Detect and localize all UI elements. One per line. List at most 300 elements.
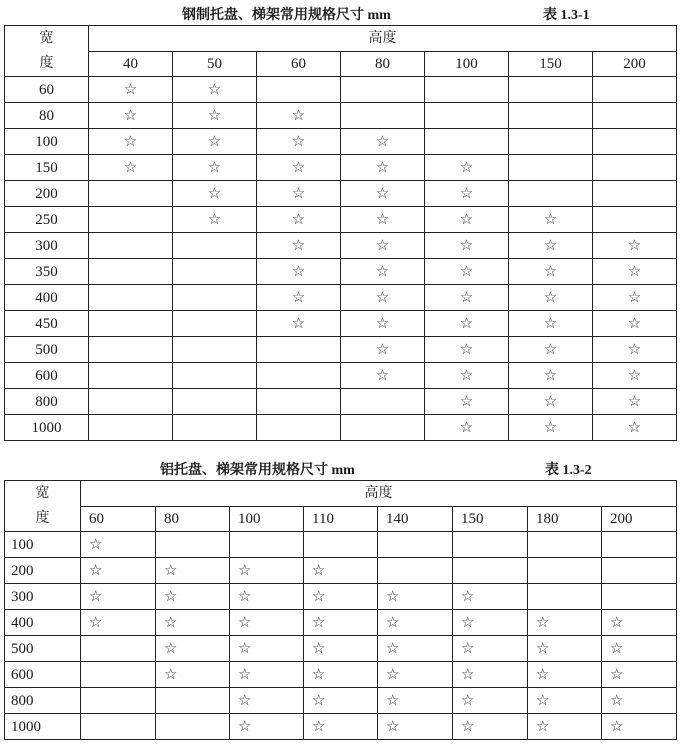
star-icon: ☆ xyxy=(536,717,550,735)
spec-cell xyxy=(453,532,528,558)
width-row-label: 600 xyxy=(5,662,81,688)
spec-cell xyxy=(425,285,509,311)
width-row-label: 80 xyxy=(5,103,89,129)
height-column-header: 60 xyxy=(81,506,156,532)
height-column-header: 150 xyxy=(509,51,593,77)
spec-cell xyxy=(257,181,341,207)
spec-cell xyxy=(453,558,528,584)
table-row xyxy=(5,337,677,363)
spec-cell xyxy=(509,103,593,129)
spec-cell xyxy=(89,337,173,363)
corner-bottom-text: 度 xyxy=(39,55,54,71)
table1-caption xyxy=(0,4,680,24)
star-icon: ☆ xyxy=(164,587,178,605)
spec-cell xyxy=(509,181,593,207)
spec-cell xyxy=(593,181,677,207)
star-icon: ☆ xyxy=(386,639,400,657)
spec-cell xyxy=(89,259,173,285)
star-icon: ☆ xyxy=(543,210,558,228)
star-icon: ☆ xyxy=(375,366,390,384)
spec-cell xyxy=(230,714,304,740)
spec-cell xyxy=(602,558,677,584)
star-icon: ☆ xyxy=(375,236,390,254)
spec-cell xyxy=(173,285,257,311)
spec-cell xyxy=(602,662,677,688)
spec-cell xyxy=(425,233,509,259)
spec-cell xyxy=(81,714,156,740)
star-icon: ☆ xyxy=(627,314,642,332)
spec-cell xyxy=(173,77,257,103)
star-icon: ☆ xyxy=(627,392,642,410)
star-icon: ☆ xyxy=(312,665,326,683)
spec-cell xyxy=(593,129,677,155)
width-row-label: 1000 xyxy=(5,415,89,441)
spec-cell xyxy=(425,103,509,129)
height-column-header: 80 xyxy=(156,506,230,532)
spec-cell xyxy=(602,584,677,610)
spec-cell xyxy=(602,610,677,636)
star-icon: ☆ xyxy=(291,314,306,332)
spec-cell xyxy=(81,662,156,688)
table-row xyxy=(5,662,677,688)
star-icon: ☆ xyxy=(375,340,390,358)
star-icon: ☆ xyxy=(312,717,326,735)
spec-cell xyxy=(425,77,509,103)
star-icon: ☆ xyxy=(291,158,306,176)
spec-cell xyxy=(528,584,602,610)
star-icon: ☆ xyxy=(459,340,474,358)
height-column-header: 110 xyxy=(304,506,378,532)
table-row xyxy=(5,233,677,259)
spec-cell xyxy=(602,636,677,662)
spec-cell xyxy=(425,181,509,207)
spec-cell xyxy=(89,233,173,259)
spec-cell xyxy=(341,77,425,103)
spec-cell xyxy=(425,155,509,181)
aluminum-tray-spec-table xyxy=(4,480,677,740)
width-row-label: 350 xyxy=(5,259,89,285)
star-icon: ☆ xyxy=(207,158,222,176)
star-icon: ☆ xyxy=(386,587,400,605)
spec-cell xyxy=(453,636,528,662)
table-row xyxy=(5,363,677,389)
star-icon: ☆ xyxy=(461,587,475,605)
height-column-header: 150 xyxy=(453,506,528,532)
star-icon: ☆ xyxy=(123,132,138,150)
height-column-header: 200 xyxy=(602,506,677,532)
spec-cell xyxy=(173,129,257,155)
star-icon: ☆ xyxy=(461,613,475,631)
spec-cell xyxy=(425,363,509,389)
star-icon: ☆ xyxy=(543,340,558,358)
spec-cell xyxy=(304,558,378,584)
spec-cell xyxy=(425,389,509,415)
table-row xyxy=(5,714,677,740)
star-icon: ☆ xyxy=(164,613,178,631)
star-icon: ☆ xyxy=(459,418,474,436)
spec-cell xyxy=(509,155,593,181)
spec-cell xyxy=(89,103,173,129)
star-icon: ☆ xyxy=(459,184,474,202)
spec-cell xyxy=(341,233,425,259)
star-icon: ☆ xyxy=(459,236,474,254)
spec-cell xyxy=(593,337,677,363)
spec-cell xyxy=(81,688,156,714)
spec-cell xyxy=(593,103,677,129)
height-column-header: 100 xyxy=(230,506,304,532)
spec-cell xyxy=(593,233,677,259)
width-row-label: 800 xyxy=(5,688,81,714)
star-icon: ☆ xyxy=(610,717,624,735)
table-row xyxy=(5,77,677,103)
spec-cell xyxy=(173,103,257,129)
spec-cell xyxy=(156,662,230,688)
star-icon: ☆ xyxy=(536,639,550,657)
spec-cell xyxy=(89,389,173,415)
spec-cell xyxy=(304,662,378,688)
spec-cell xyxy=(89,415,173,441)
star-icon: ☆ xyxy=(89,535,103,553)
spec-cell xyxy=(509,363,593,389)
star-icon: ☆ xyxy=(386,691,400,709)
width-row-label: 400 xyxy=(5,285,89,311)
spec-cell xyxy=(89,77,173,103)
spec-cell xyxy=(173,415,257,441)
spec-cell xyxy=(257,389,341,415)
spec-cell xyxy=(257,103,341,129)
spec-cell xyxy=(230,610,304,636)
width-header xyxy=(5,26,89,77)
star-icon: ☆ xyxy=(207,184,222,202)
spec-cell xyxy=(528,636,602,662)
spec-cell xyxy=(89,129,173,155)
width-row-label: 100 xyxy=(5,532,81,558)
table-row xyxy=(5,129,677,155)
star-icon: ☆ xyxy=(543,314,558,332)
star-icon: ☆ xyxy=(291,210,306,228)
star-icon: ☆ xyxy=(207,132,222,150)
spec-cell xyxy=(593,155,677,181)
star-icon: ☆ xyxy=(123,106,138,124)
spec-cell xyxy=(156,584,230,610)
star-icon: ☆ xyxy=(291,132,306,150)
spec-cell xyxy=(509,311,593,337)
spec-cell xyxy=(341,207,425,233)
width-row-label: 60 xyxy=(5,77,89,103)
spec-cell xyxy=(341,129,425,155)
star-icon: ☆ xyxy=(543,262,558,280)
spec-cell xyxy=(341,181,425,207)
width-header xyxy=(5,481,81,532)
spec-cell xyxy=(528,558,602,584)
star-icon: ☆ xyxy=(123,158,138,176)
star-icon: ☆ xyxy=(459,366,474,384)
height-column-header: 60 xyxy=(257,51,341,77)
star-icon: ☆ xyxy=(543,392,558,410)
spec-cell xyxy=(593,77,677,103)
star-icon: ☆ xyxy=(312,691,326,709)
star-icon: ☆ xyxy=(627,418,642,436)
spec-cell xyxy=(304,688,378,714)
width-row-label: 800 xyxy=(5,389,89,415)
star-icon: ☆ xyxy=(375,158,390,176)
spec-cell xyxy=(89,181,173,207)
star-icon: ☆ xyxy=(543,236,558,254)
star-icon: ☆ xyxy=(375,132,390,150)
corner-top-text: 宽 xyxy=(35,485,50,501)
spec-cell xyxy=(378,662,453,688)
spec-cell xyxy=(230,636,304,662)
spec-cell xyxy=(156,532,230,558)
spec-cell xyxy=(453,688,528,714)
spec-cell xyxy=(156,558,230,584)
table-row xyxy=(5,181,677,207)
table2-title: 铝托盘、梯架常用规格尺寸 mm xyxy=(160,463,355,478)
spec-cell xyxy=(378,714,453,740)
star-icon: ☆ xyxy=(543,366,558,384)
star-icon: ☆ xyxy=(627,236,642,254)
star-icon: ☆ xyxy=(291,236,306,254)
spec-cell xyxy=(509,389,593,415)
spec-cell xyxy=(341,337,425,363)
table-row xyxy=(5,610,677,636)
spec-cell xyxy=(593,363,677,389)
spec-cell xyxy=(173,363,257,389)
table-row xyxy=(5,311,677,337)
star-icon: ☆ xyxy=(123,80,138,98)
table2-number: 表 1.3-2 xyxy=(545,463,592,478)
spec-cell xyxy=(509,259,593,285)
spec-cell xyxy=(81,610,156,636)
spec-cell xyxy=(425,129,509,155)
corner-top-text: 宽 xyxy=(39,30,54,46)
spec-cell xyxy=(378,558,453,584)
spec-cell xyxy=(156,636,230,662)
spec-cell xyxy=(257,311,341,337)
spec-cell xyxy=(341,103,425,129)
spec-cell xyxy=(602,532,677,558)
table1-number: 表 1.3-1 xyxy=(543,8,590,23)
width-row-label: 200 xyxy=(5,558,81,584)
height-column-header: 40 xyxy=(89,51,173,77)
star-icon: ☆ xyxy=(610,691,624,709)
star-icon: ☆ xyxy=(459,314,474,332)
star-icon: ☆ xyxy=(543,288,558,306)
spec-cell xyxy=(528,610,602,636)
spec-cell xyxy=(257,337,341,363)
spec-cell xyxy=(156,688,230,714)
star-icon: ☆ xyxy=(536,665,550,683)
star-icon: ☆ xyxy=(375,288,390,306)
height-column-header: 200 xyxy=(593,51,677,77)
spec-cell xyxy=(509,415,593,441)
spec-cell xyxy=(593,259,677,285)
spec-cell xyxy=(453,610,528,636)
star-icon: ☆ xyxy=(375,262,390,280)
spec-cell xyxy=(89,155,173,181)
spec-cell xyxy=(593,415,677,441)
star-icon: ☆ xyxy=(461,691,475,709)
star-icon: ☆ xyxy=(238,587,252,605)
spec-cell xyxy=(509,337,593,363)
star-icon: ☆ xyxy=(312,613,326,631)
spec-cell xyxy=(509,129,593,155)
star-icon: ☆ xyxy=(207,80,222,98)
width-row-label: 500 xyxy=(5,636,81,662)
width-row-label: 150 xyxy=(5,155,89,181)
star-icon: ☆ xyxy=(164,561,178,579)
star-icon: ☆ xyxy=(610,639,624,657)
height-column-header: 80 xyxy=(341,51,425,77)
spec-cell xyxy=(528,532,602,558)
spec-cell xyxy=(509,285,593,311)
spec-cell xyxy=(593,389,677,415)
star-icon: ☆ xyxy=(291,262,306,280)
star-icon: ☆ xyxy=(459,262,474,280)
star-icon: ☆ xyxy=(627,366,642,384)
star-icon: ☆ xyxy=(375,210,390,228)
width-row-label: 500 xyxy=(5,337,89,363)
star-icon: ☆ xyxy=(375,184,390,202)
star-icon: ☆ xyxy=(238,561,252,579)
spec-cell xyxy=(304,610,378,636)
spec-cell xyxy=(378,610,453,636)
spec-cell xyxy=(528,714,602,740)
spec-cell xyxy=(173,181,257,207)
spec-cell xyxy=(453,584,528,610)
star-icon: ☆ xyxy=(238,665,252,683)
star-icon: ☆ xyxy=(312,639,326,657)
spec-cell xyxy=(528,688,602,714)
spec-cell xyxy=(173,389,257,415)
spec-cell xyxy=(425,311,509,337)
spec-cell xyxy=(304,714,378,740)
spec-cell xyxy=(593,311,677,337)
spec-cell xyxy=(257,415,341,441)
star-icon: ☆ xyxy=(164,665,178,683)
height-column-header: 100 xyxy=(425,51,509,77)
table-row xyxy=(5,103,677,129)
spec-cell xyxy=(378,584,453,610)
spec-cell xyxy=(341,389,425,415)
spec-cell xyxy=(173,233,257,259)
star-icon: ☆ xyxy=(238,717,252,735)
spec-cell xyxy=(257,155,341,181)
spec-cell xyxy=(257,77,341,103)
table-row xyxy=(5,532,677,558)
star-icon: ☆ xyxy=(238,691,252,709)
star-icon: ☆ xyxy=(375,314,390,332)
spec-cell xyxy=(257,259,341,285)
spec-cell xyxy=(341,363,425,389)
spec-cell xyxy=(257,207,341,233)
spec-cell xyxy=(89,363,173,389)
width-row-label: 600 xyxy=(5,363,89,389)
star-icon: ☆ xyxy=(89,561,103,579)
star-icon: ☆ xyxy=(461,665,475,683)
spec-cell xyxy=(230,532,304,558)
star-icon: ☆ xyxy=(291,184,306,202)
star-icon: ☆ xyxy=(610,613,624,631)
star-icon: ☆ xyxy=(459,210,474,228)
star-icon: ☆ xyxy=(543,418,558,436)
spec-cell xyxy=(173,259,257,285)
spec-cell xyxy=(425,207,509,233)
star-icon: ☆ xyxy=(312,561,326,579)
star-icon: ☆ xyxy=(461,639,475,657)
table-row xyxy=(5,389,677,415)
spec-cell xyxy=(257,363,341,389)
spec-cell xyxy=(602,714,677,740)
star-icon: ☆ xyxy=(627,262,642,280)
star-icon: ☆ xyxy=(238,639,252,657)
spec-cell xyxy=(81,584,156,610)
spec-cell xyxy=(156,714,230,740)
star-icon: ☆ xyxy=(459,158,474,176)
corner-bottom-text: 度 xyxy=(35,510,50,526)
height-column-header: 180 xyxy=(528,506,602,532)
star-icon: ☆ xyxy=(386,613,400,631)
star-icon: ☆ xyxy=(291,288,306,306)
spec-cell xyxy=(230,688,304,714)
spec-cell xyxy=(425,259,509,285)
spec-cell xyxy=(378,532,453,558)
width-row-label: 200 xyxy=(5,181,89,207)
spec-cell xyxy=(304,636,378,662)
spec-cell xyxy=(509,233,593,259)
spec-cell xyxy=(453,714,528,740)
height-column-header: 140 xyxy=(378,506,453,532)
width-row-label: 300 xyxy=(5,584,81,610)
spec-cell xyxy=(378,688,453,714)
table-row xyxy=(5,285,677,311)
spec-cell xyxy=(304,532,378,558)
spec-cell xyxy=(602,688,677,714)
spec-cell xyxy=(230,558,304,584)
table1-title: 钢制托盘、梯架常用规格尺寸 mm xyxy=(182,8,391,23)
table2-caption xyxy=(0,459,680,479)
table-row xyxy=(5,584,677,610)
star-icon: ☆ xyxy=(536,691,550,709)
spec-cell xyxy=(341,285,425,311)
spec-cell xyxy=(89,207,173,233)
table-row xyxy=(5,415,677,441)
height-group-header: 高度 xyxy=(81,481,677,507)
spec-cell xyxy=(378,636,453,662)
table-row xyxy=(5,207,677,233)
spec-cell xyxy=(230,662,304,688)
spec-cell xyxy=(341,415,425,441)
star-icon: ☆ xyxy=(312,587,326,605)
width-row-label: 100 xyxy=(5,129,89,155)
spec-cell xyxy=(425,415,509,441)
star-icon: ☆ xyxy=(164,639,178,657)
width-row-label: 400 xyxy=(5,610,81,636)
star-icon: ☆ xyxy=(291,106,306,124)
spec-cell xyxy=(341,311,425,337)
spec-cell xyxy=(257,233,341,259)
width-row-label: 450 xyxy=(5,311,89,337)
star-icon: ☆ xyxy=(207,210,222,228)
steel-tray-spec-table xyxy=(4,25,677,441)
table-row xyxy=(5,636,677,662)
star-icon: ☆ xyxy=(610,665,624,683)
star-icon: ☆ xyxy=(89,587,103,605)
star-icon: ☆ xyxy=(459,392,474,410)
spec-cell xyxy=(341,155,425,181)
spec-cell xyxy=(528,662,602,688)
star-icon: ☆ xyxy=(627,340,642,358)
